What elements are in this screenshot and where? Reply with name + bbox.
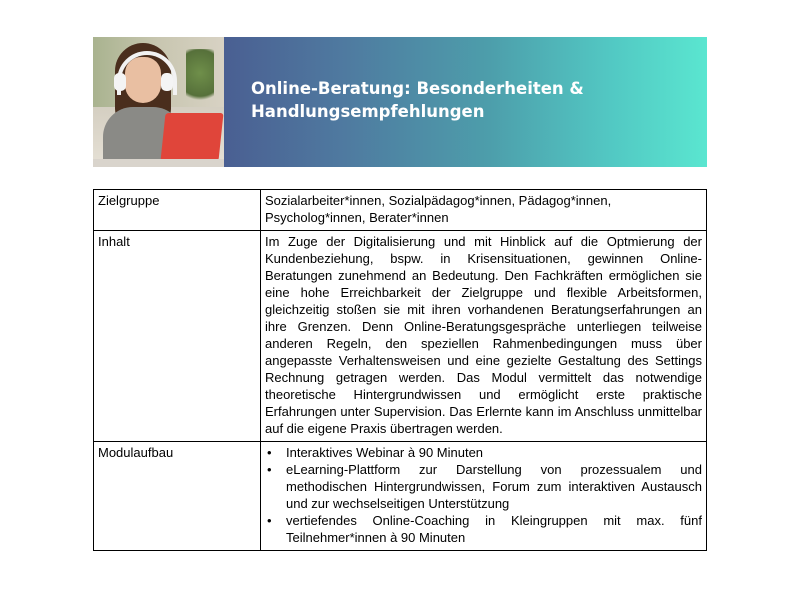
page-title [251,77,584,123]
row-value-zielgruppe: Sozialarbeiter*innen, Sozialpädagog*innen, Pädagog*innen, Psycholog*innen, Berater*innen [261,190,707,231]
modulaufbau-list [265,444,702,546]
header-photo [93,37,224,167]
title-panel [224,37,707,167]
row-label-inhalt: Inhalt [94,231,261,442]
laptop-icon [160,113,223,161]
table-row-modulaufbau [94,442,707,551]
table-row-zielgruppe [94,190,707,231]
list-item: • eLearning-Plattform zur Darstellung von prozessualem und methodischen Hintergrundwissen, Forum zum interaktiven Austausch und zur wechselseitigen Unterstützung [265,461,702,512]
list-item: • Interaktives Webinar à 90 Minuten [265,444,702,461]
row-value-inhalt: Im Zuge der Digitalisierung und mit Hinblick auf die Optmierung der Kundenbeziehung, bspw. in Krisensituationen, gewinnen Online-Beratungen zunehmend an Bedeutung. Den Fachkräften ermöglichen sie eine hohe Erreichbarkeit der Zielgruppe und flexible Arbeitsformen, gleichzeitig stoßen sie mit ihren vorhandenen Beratungserfahrungen an ihre Grenzen. Denn Online-Beratungsgespräche unterliegen teilweise anderen Regeln, den speziellen Rahmenbedingungen muss über angepasste Verhaltensweisen und eine gezielte Gestaltung des Settings Rechnung getragen werden. Das Modul vermittelt das notwendige theoretische Hintergrundwissen und ermöglicht erste praktische Erfahrungen unter Supervision. Das Erlernte kann im Anschluss unmittelbar auf die eigene Praxis übertragen werden. [261,231,707,442]
row-label-zielgruppe: Zielgruppe [94,190,261,231]
table-row-inhalt [94,231,707,442]
page-title-line-1: Online-Beratung: Besonderheiten & [251,79,584,98]
page-title-line-2: Handlungsempfehlungen [251,102,485,121]
header-banner [93,37,707,167]
row-label-modulaufbau: Modulaufbau [94,442,261,551]
row-value-modulaufbau [261,442,707,551]
list-item: • vertiefendes Online-Coaching in Kleingruppen mit max. fünf Teilnehmer*innen à 90 Minuten [265,512,702,546]
module-info-table [93,189,707,551]
